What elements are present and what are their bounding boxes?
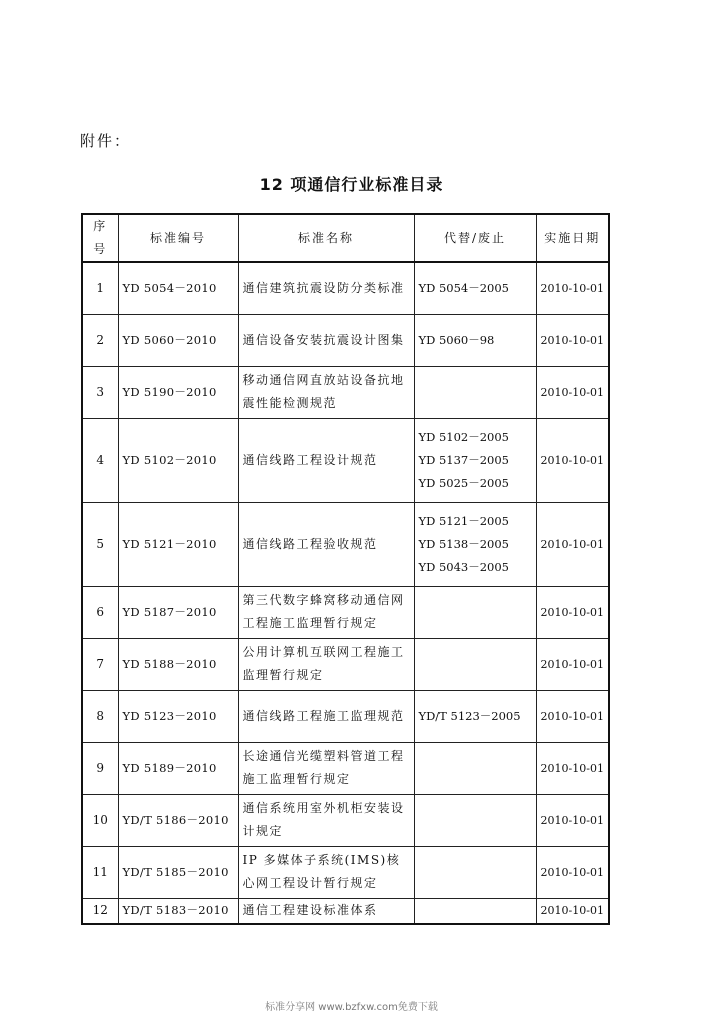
table-row [82,418,609,502]
row-number: 7 [82,638,118,690]
table-body [82,262,609,924]
standard-name: IP 多媒体子系统(IMS)核心网工程设计暂行规定 [238,846,414,898]
standard-name: 公用计算机互联网工程施工监理暂行规定 [238,638,414,690]
effective-date: 2010-10-01 [536,742,609,794]
replaced-standards [414,638,536,690]
standard-name: 第三代数字蜂窝移动通信网工程施工监理暂行规定 [238,586,414,638]
standard-name: 通信线路工程验收规范 [238,502,414,586]
replaced-standards [414,742,536,794]
table-row [82,586,609,638]
standards-table [81,213,610,925]
replaced-standards [414,262,536,314]
row-number: 5 [82,502,118,586]
replaced-standards [414,846,536,898]
standard-name: 长途通信光缆塑料管道工程施工监理暂行规定 [238,742,414,794]
standard-name: 通信建筑抗震设防分类标准 [238,262,414,314]
row-number: 8 [82,690,118,742]
row-number: 11 [82,846,118,898]
effective-date: 2010-10-01 [536,262,609,314]
table-row [82,794,609,846]
row-number: 3 [82,366,118,418]
standard-name: 通信系统用室外机柜安装设计规定 [238,794,414,846]
effective-date: 2010-10-01 [536,366,609,418]
replaced-standards [414,502,536,586]
replaced-standard: YD 5121－2005 [418,513,510,528]
table-row [82,742,609,794]
standard-code: YD 5054－2010 [118,262,238,314]
replaced-standard: YD 5138－2005 [418,536,510,551]
standard-code: YD 5121－2010 [118,502,238,586]
table-row [82,846,609,898]
header-replace: 代替/废止 [414,214,536,262]
replaced-standards [414,690,536,742]
standard-code: YD 5188－2010 [118,638,238,690]
replaced-standards [414,314,536,366]
effective-date: 2010-10-01 [536,638,609,690]
header-date: 实施日期 [536,214,609,262]
replaced-standard: YD 5054－2005 [418,280,510,295]
standard-code: YD 5190－2010 [118,366,238,418]
replaced-standards [414,366,536,418]
table-row [82,690,609,742]
standard-code: YD 5060－2010 [118,314,238,366]
standard-code: YD/T 5183－2010 [118,898,238,924]
standard-code: YD 5187－2010 [118,586,238,638]
standard-code: YD/T 5186－2010 [118,794,238,846]
row-number: 12 [82,898,118,924]
table-row [82,366,609,418]
document-title: 12 项通信行业标准目录 [259,175,444,194]
replaced-standard: YD/T 5123－2005 [418,708,521,723]
attachment-label: 附件： [80,132,132,150]
standard-name: 通信工程建设标准体系 [238,898,414,924]
standard-name: 通信线路工程设计规范 [238,418,414,502]
effective-date: 2010-10-01 [536,846,609,898]
row-number: 4 [82,418,118,502]
effective-date: 2010-10-01 [536,794,609,846]
header-code: 标准编号 [118,214,238,262]
table-row [82,638,609,690]
standard-name: 通信设备安装抗震设计图集 [238,314,414,366]
effective-date: 2010-10-01 [536,418,609,502]
replaced-standard: YD 5025－2005 [418,475,510,490]
standard-code: YD 5123－2010 [118,690,238,742]
row-number: 2 [82,314,118,366]
replaced-standard: YD 5060－98 [418,332,495,347]
table-header-row [82,214,609,262]
footer-watermark: 标准分享网 www.bzfxw.com免费下载 [265,1002,438,1013]
replaced-standard: YD 5102－2005 [418,429,510,444]
standard-code: YD 5102－2010 [118,418,238,502]
effective-date: 2010-10-01 [536,314,609,366]
header-name: 标准名称 [238,214,414,262]
standard-name: 移动通信网直放站设备抗地震性能检测规范 [238,366,414,418]
table-row [82,262,609,314]
standard-code: YD 5189－2010 [118,742,238,794]
standard-code: YD/T 5185－2010 [118,846,238,898]
replaced-standards [414,898,536,924]
replaced-standard: YD 5137－2005 [418,452,510,467]
replaced-standard: YD 5043－2005 [418,559,510,574]
table-row [82,502,609,586]
row-number: 10 [82,794,118,846]
table-row [82,898,609,924]
standard-name: 通信线路工程施工监理规范 [238,690,414,742]
row-number: 9 [82,742,118,794]
replaced-standards [414,794,536,846]
row-number: 6 [82,586,118,638]
row-number: 1 [82,262,118,314]
header-no: 序号 [82,214,118,262]
effective-date: 2010-10-01 [536,586,609,638]
effective-date: 2010-10-01 [536,690,609,742]
replaced-standards [414,418,536,502]
table-row [82,314,609,366]
effective-date: 2010-10-01 [536,502,609,586]
replaced-standards [414,586,536,638]
effective-date: 2010-10-01 [536,898,609,924]
